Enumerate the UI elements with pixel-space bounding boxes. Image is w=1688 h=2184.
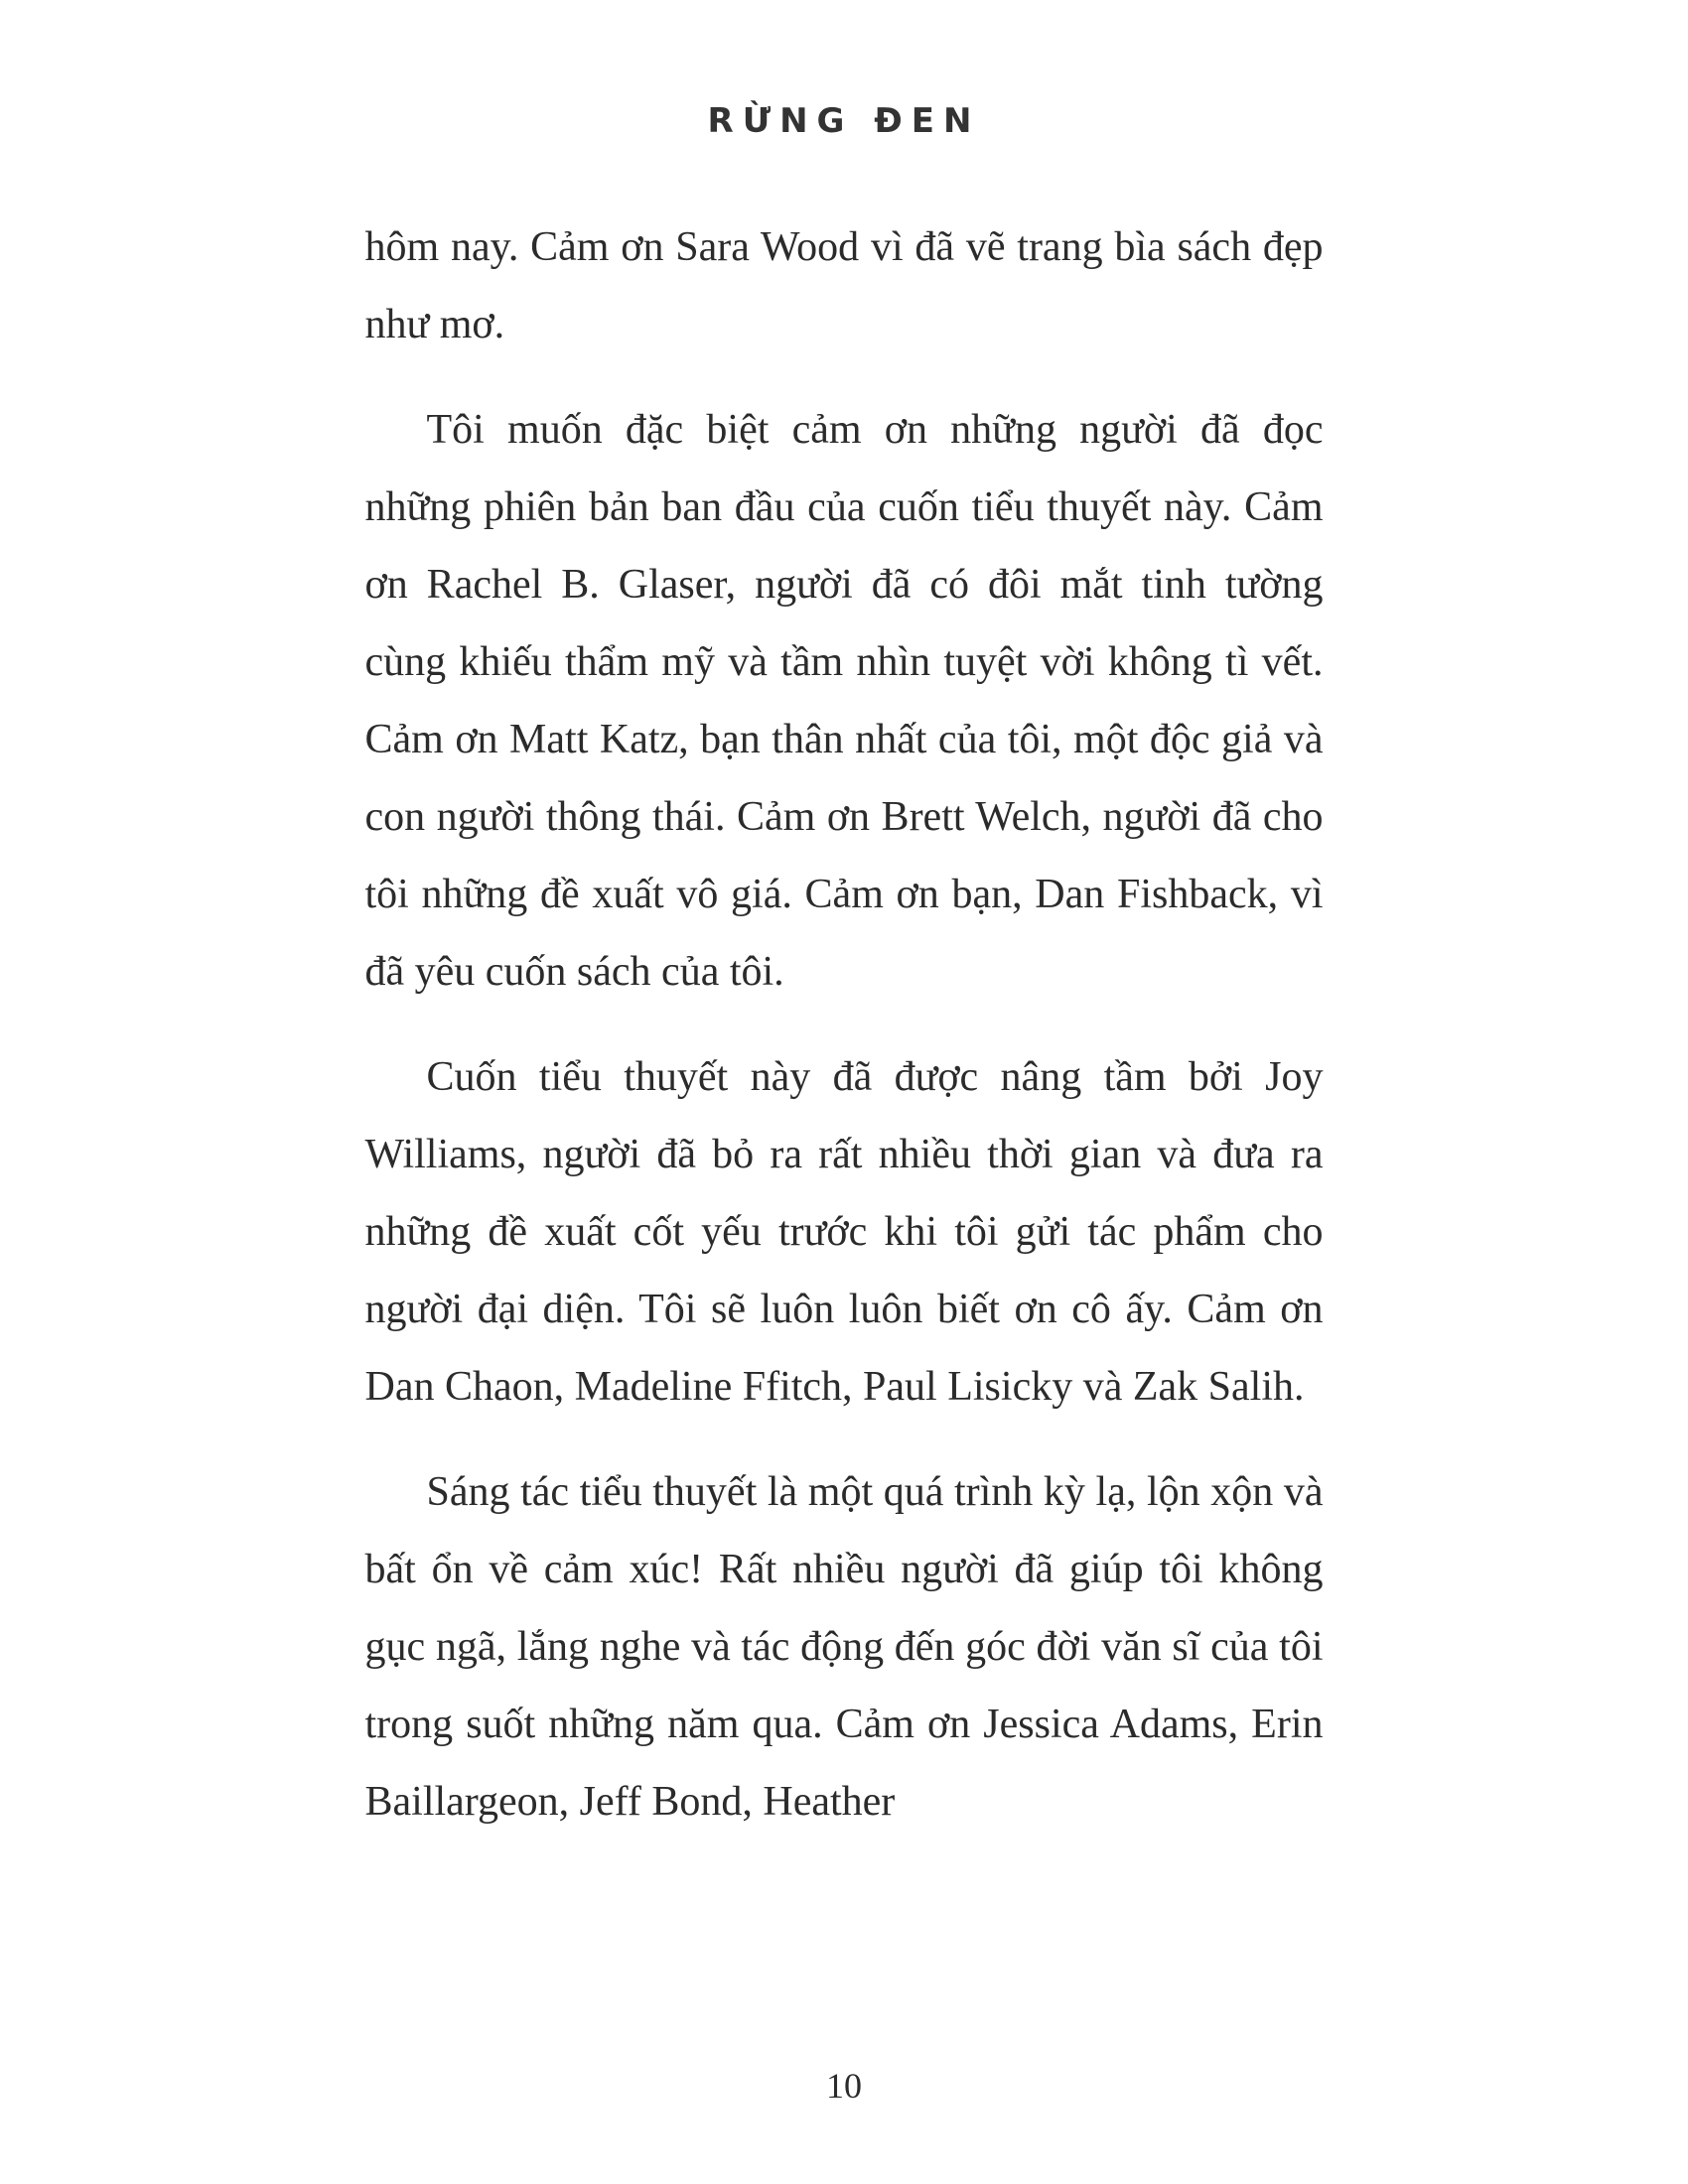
book-title-header: RỪNG ĐEN [707, 101, 981, 141]
page-body [365, 208, 1324, 1841]
paragraph-4: Sáng tác tiểu thuyết là một quá trình kỳ lạ, lộn xộn và bất ổn về cảm xúc! Rất nhiều người đã giúp tôi không gục ngã, lắng nghe và tác động đến góc đời văn sĩ của tôi trong suốt những năm qua. Cảm ơn Jessica Adams, Erin Baillargeon, Jeff Bond, Heather [364, 1469, 1324, 1825]
running-header [0, 0, 1688, 141]
page-number: 10 [826, 2066, 862, 2106]
paragraph-2: Tôi muốn đặc biệt cảm ơn những người đã đọc những phiên bản ban đầu của cuốn tiểu thuyết này. Cảm ơn Rachel B. Glaser, người đã có đôi mắt tinh tường cùng khiếu thẩm mỹ và tầm nhìn tuyệt vời không tì vết. Cảm ơn Matt Katz, bạn thân nhất của tôi, một độc giả và con người thông thái. Cảm ơn Brett Welch, người đã cho tôi những đề xuất vô giá. Cảm ơn bạn, Dan Fishback, vì đã yêu cuốn sách của tôi. [364, 407, 1324, 995]
paragraph-3: Cuốn tiểu thuyết này đã được nâng tầm bởi Joy Williams, người đã bỏ ra rất nhiều thời gian và đưa ra những đề xuất cốt yếu trước khi tôi gửi tác phẩm cho người đại diện. Tôi sẽ luôn luôn biết ơn cô ấy. Cảm ơn Dan Chaon, Madeline Ffitch, Paul Lisicky và Zak Salih. [364, 1054, 1324, 1410]
paragraph-1: hôm nay. Cảm ơn Sara Wood vì đã vẽ trang bìa sách đẹp như mơ. [364, 224, 1324, 347]
page-footer [0, 2065, 1688, 2107]
